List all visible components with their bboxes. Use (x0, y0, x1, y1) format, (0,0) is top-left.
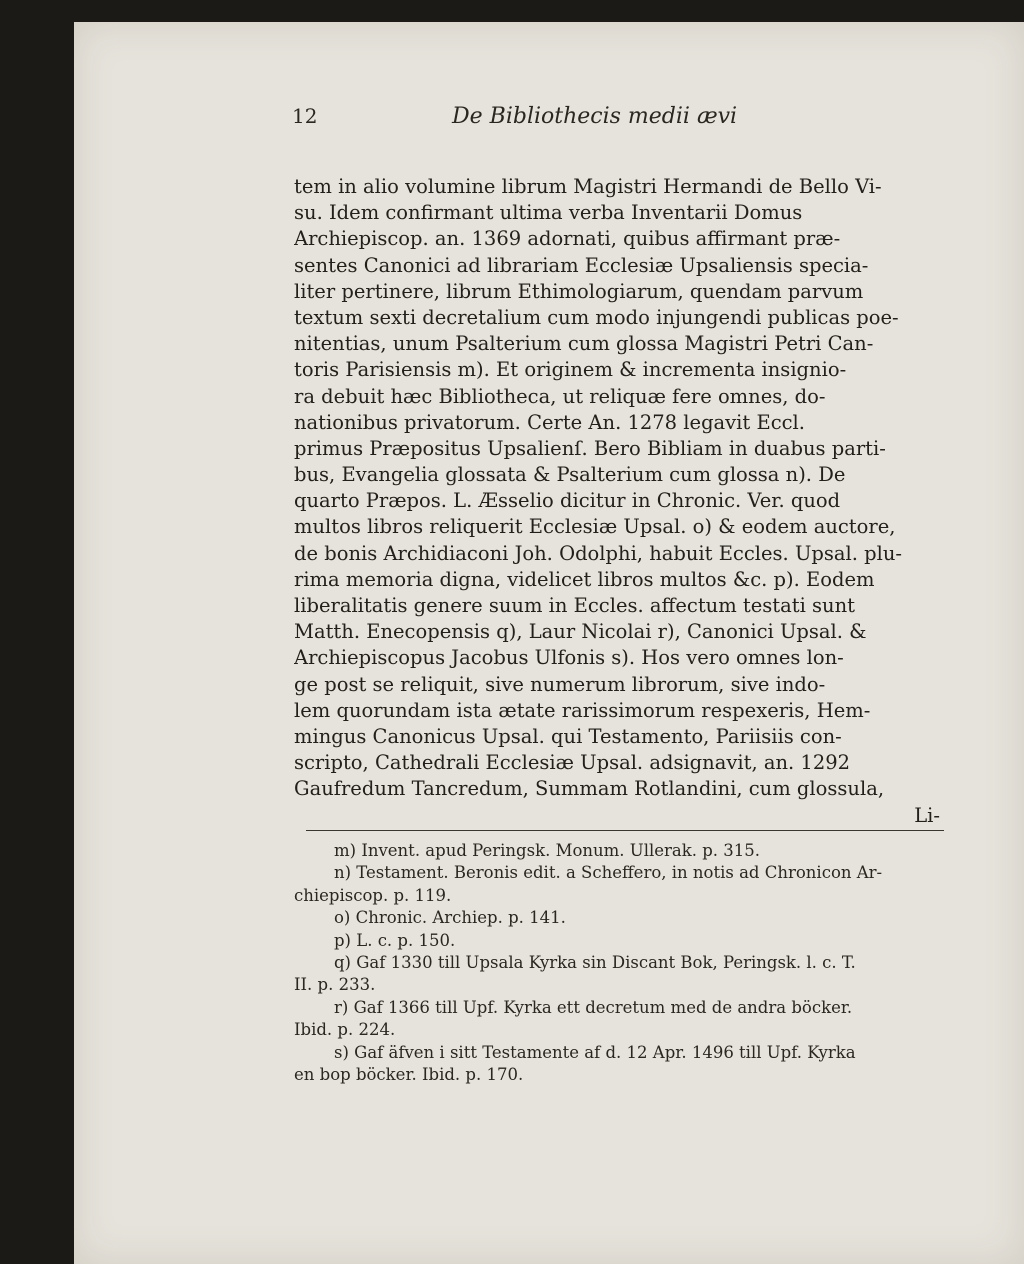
footnote-line: chiepiscop. p. 119. (294, 885, 452, 905)
text-line: quarto Præpos. L. Æsselio dicitur in Chronic. Ver. quod (294, 489, 841, 513)
text-line: rima memoria digna, videlicet libros multos &c. p). Eodem (294, 567, 875, 591)
footnote-line: en bop böcker. Ibid. p. 170. (294, 1064, 524, 1084)
footnote-line: o) Chronic. Archiep. p. 141. (334, 908, 566, 928)
text-line: nitentias, unum Psalterium cum glossa Magistri Petri Can- (294, 332, 874, 356)
footnote-line: p) L. c. p. 150. (334, 930, 456, 950)
text-line: bus, Evangelia glossata & Psalterium cum glossa n). De (294, 463, 846, 487)
book-page (74, 22, 1024, 1264)
text-line: liter pertinere, librum Ethimologiarum, quendam parvum (294, 279, 864, 303)
page-header (292, 104, 992, 144)
text-line: mingus Canonicus Upsal. qui Testamento, Pariisiis con- (294, 724, 842, 748)
footnote-line: m) Invent. apud Peringsk. Monum. Ullerak. p. 315. (334, 841, 761, 860)
footnote-line: q) Gaf 1330 till Upsala Kyrka sin Discant Bok, Peringsk. l. c. T. (334, 952, 856, 972)
text-line: textum sexti decretalium cum modo injungendi publicas poe- (294, 305, 899, 329)
text-line: sentes Canonici ad librariam Ecclesiæ Upsaliensis specia- (294, 253, 869, 277)
text-line: ge post se reliquit, sive numerum librorum, sive indo- (294, 672, 826, 696)
text-line: de bonis Archidiaconi Joh. Odolphi, habuit Eccles. Upsal. plu- (294, 541, 903, 565)
footnote-line: Ibid. p. 224. (294, 1020, 396, 1040)
text-line: lem quorundam ista ætate rarissimorum respexeris, Hem- (294, 698, 871, 722)
text-line: toris Parisiensis m). Et originem & incrementa insignio- (294, 358, 847, 382)
running-title: De Bibliothecis medii ævi (452, 104, 738, 129)
text-line: scripto, Cathedrali Ecclesiæ Upsal. adsignavit, an. 1292 (294, 751, 851, 775)
footnotes (294, 840, 944, 1086)
text-line: primus Præpositus Upsalienſ. Bero Bibliam in duabus parti- (294, 436, 886, 460)
footnote-line: r) Gaf 1366 till Upf. Kyrka ett decretum med de andra böcker. (334, 997, 853, 1017)
footnote-line: II. p. 233. (294, 975, 376, 995)
main-text (294, 174, 940, 829)
text-line: su. Idem confirmant ultima verba Inventarii Domus (294, 201, 803, 225)
text-line: Archiepiscopus Jacobus Ulfonis s). Hos vero omnes lon- (294, 646, 844, 670)
footnote-line: s) Gaf äfven i sitt Testamente af d. 12 Apr. 1496 till Upf. Kyrka (334, 1042, 856, 1062)
text-line: Archiepiscop. an. 1369 adornati, quibus affirmant præ- (294, 227, 841, 251)
text-line: liberalitatis genere suum in Eccles. affectum testati sunt (294, 594, 856, 617)
text-line: multos libros reliquerit Ecclesiæ Upsal. o) & eodem auctore, (294, 515, 896, 539)
text-line: nationibus privatorum. Certe An. 1278 legavit Eccl. (294, 410, 805, 434)
text-line: Matth. Enecopensis q), Laur Nicolai r), Canonici Upsal. & (294, 620, 867, 644)
page-number: 12 (292, 104, 318, 128)
text-line: Gaufredum Tancredum, Summam Rotlandini, cum glossula, (294, 777, 885, 801)
catchword: Li- (914, 803, 940, 827)
page-inner (74, 22, 1024, 1264)
text-line: ra debuit hæc Bibliotheca, ut reliquæ fere omnes, do- (294, 384, 826, 408)
footnote-rule (306, 830, 944, 831)
footnote-line: n) Testament. Beronis edit. a Scheffero, in notis ad Chronicon Ar- (334, 863, 883, 883)
text-line: tem in alio volumine librum Magistri Hermandi de Bello Vi- (294, 175, 882, 198)
